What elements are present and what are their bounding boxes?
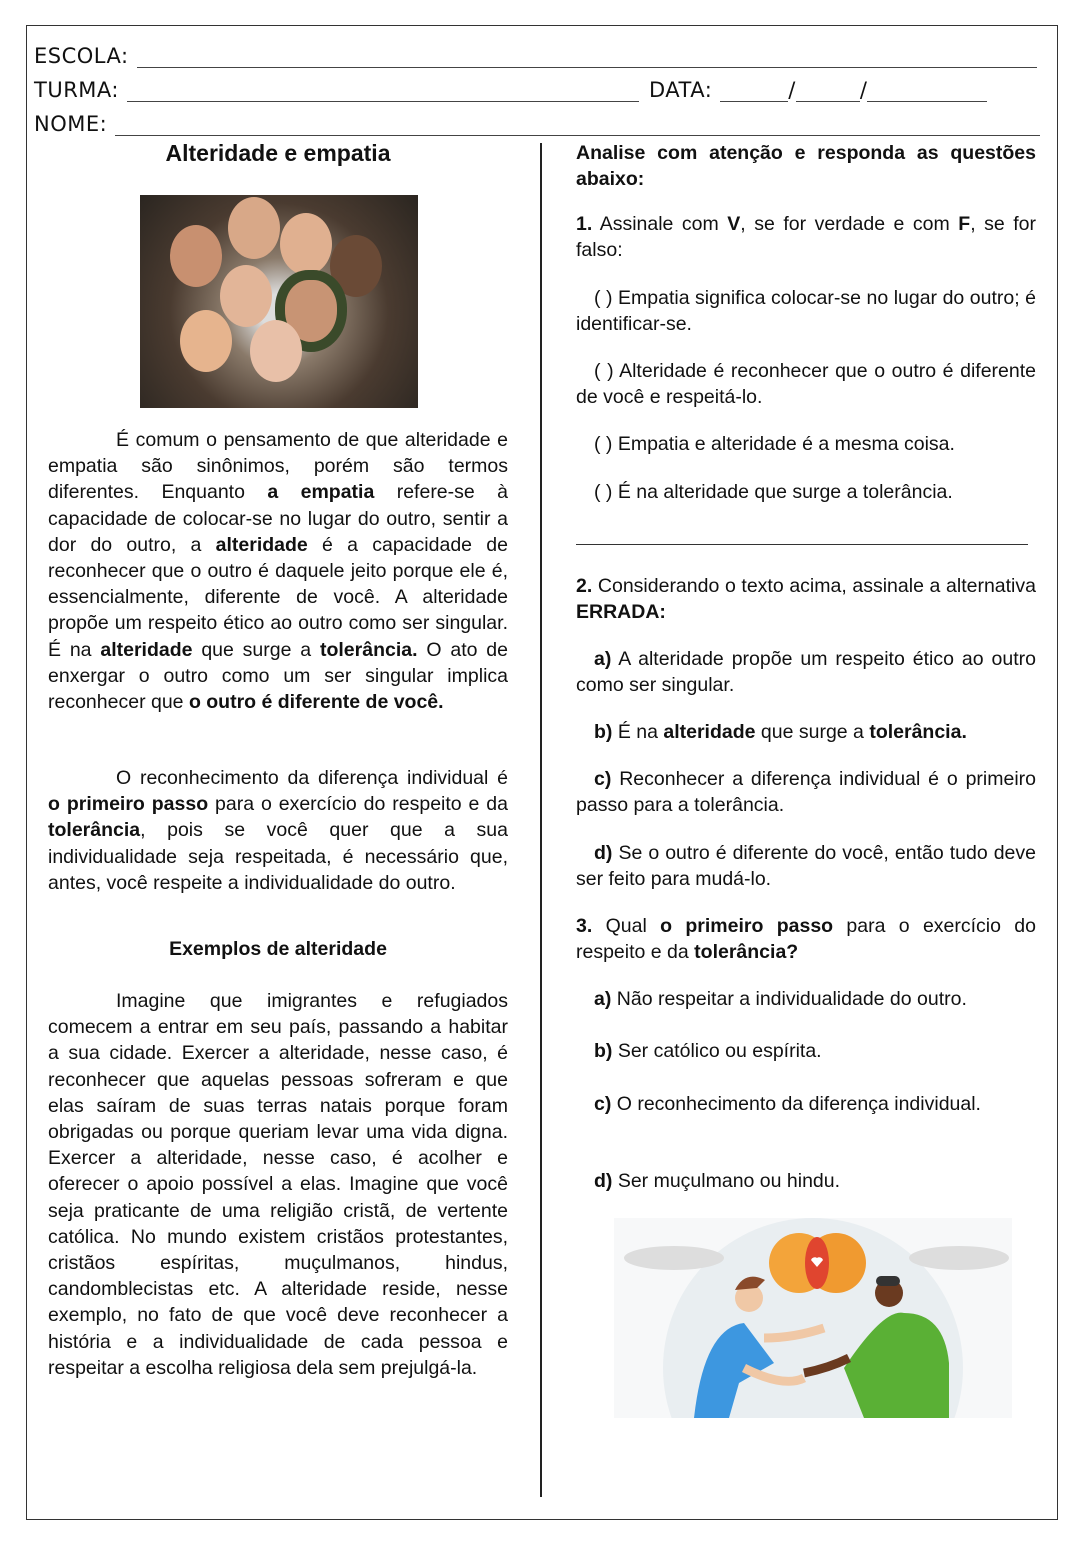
bold-text: 3. [576, 915, 593, 937]
q1-item-c[interactable] [576, 431, 1036, 457]
bold-text: tolerância. [869, 721, 967, 743]
bold-text: a) [594, 988, 612, 1010]
section-separator [576, 544, 1028, 545]
text-segment: para o exercício do respeito e da [576, 915, 1036, 964]
text-segment: ( ) É na alteridade que surge a tolerância. [594, 481, 953, 503]
column-divider [540, 143, 542, 1497]
bold-text: o primeiro passo [48, 793, 209, 816]
turma-field [34, 78, 987, 102]
question-3 [576, 913, 1036, 965]
q2-option-b[interactable] [576, 719, 1036, 745]
year-blank[interactable] [867, 83, 987, 102]
text-segment: Qual [592, 915, 661, 937]
text-segment: ( ) Alteridade é reconhecer que o outro é diferente de você e respeitá-lo. [576, 360, 1036, 409]
instructions [576, 140, 1036, 192]
q2-option-c[interactable] [576, 766, 1036, 818]
bold-text: 1. [576, 213, 593, 235]
escola-label: ESCOLA: [34, 44, 129, 68]
month-blank[interactable] [796, 83, 860, 102]
text-segment: , se for verdade e com [740, 213, 959, 235]
text-segment: para o exercício do respeito e da [208, 793, 509, 816]
turma-label: TURMA: [34, 78, 119, 102]
escola-field [34, 44, 1037, 68]
nome-field [34, 112, 1040, 136]
text-segment: É na [612, 721, 664, 743]
q2-option-d[interactable] [576, 840, 1036, 892]
nome-label: NOME: [34, 112, 108, 136]
q1-item-d[interactable] [576, 479, 1036, 505]
bold-text: c) [594, 768, 612, 790]
text-segment: ( ) Empatia significa colocar-se no lugar do outro; é identificar-se. [576, 287, 1036, 336]
bold-text: tolerância. [319, 638, 418, 661]
diverse-people-photo [140, 195, 418, 408]
bold-text: a empatia [267, 481, 375, 504]
date-separator: / [859, 78, 868, 102]
nome-blank[interactable] [115, 117, 1040, 136]
text-segment: Considerando o texto acima, assinale a alternativa [592, 575, 1036, 597]
article-title: Alteridade e empatia [165, 140, 391, 166]
bold-text: Analise com atenção e responda as questões abaixo: [576, 142, 1036, 191]
bold-text: tolerância [48, 819, 141, 842]
text-segment: O reconhecimento da diferença individual é [116, 767, 508, 789]
bold-text: o outro é diferente de você. [188, 691, 444, 714]
q3-option-b[interactable] [576, 1038, 1036, 1064]
paragraph-examples [48, 988, 508, 1381]
day-blank[interactable] [720, 83, 788, 102]
question-2 [576, 573, 1036, 625]
bold-text: d) [594, 842, 613, 864]
bold-text: alteridade [100, 638, 193, 661]
escola-blank[interactable] [137, 49, 1037, 68]
text-segment: A alteridade propõe um respeito ético ao outro como ser singular. [576, 648, 1036, 697]
question-1 [576, 211, 1036, 263]
text-segment: Ser católico ou espírita. [612, 1040, 822, 1062]
q1-item-b[interactable] [576, 358, 1036, 410]
section-subtitle: Exemplos de alteridade [169, 938, 387, 960]
data-label: DATA: [648, 78, 713, 102]
text-segment: que surge a [192, 638, 320, 661]
text-segment: Assinale com [592, 213, 728, 235]
text-segment: O reconhecimento da diferença individual. [611, 1093, 981, 1115]
q3-option-a[interactable] [576, 986, 1036, 1012]
text-segment: que surge a [755, 721, 870, 743]
text-segment: Não respeitar a individualidade do outro. [611, 988, 967, 1010]
bold-text: alteridade [663, 721, 756, 743]
paragraph-recognition [48, 765, 508, 896]
bold-text: tolerância? [694, 941, 799, 964]
bold-text: c) [594, 1093, 612, 1115]
bold-text: b) [594, 1040, 613, 1062]
text-segment: O ato de enxergar o outro como um ser singular implica reconhecer que [48, 638, 508, 714]
text-segment: refere-se à capacidade de colocar-se no lugar do outro, sentir a dor do outro, a [48, 481, 508, 556]
turma-blank[interactable] [127, 83, 639, 102]
bold-text: d) [594, 1170, 613, 1192]
paragraph-definition [48, 427, 508, 715]
bold-text: ERRADA: [576, 601, 666, 624]
text-segment: É comum o pensamento de que alteridade e empatia são sinônimos, porém são termos diferentes. Enquanto [48, 429, 508, 504]
text-segment: ( ) Empatia e alteridade é a mesma coisa. [594, 433, 955, 455]
q2-option-a[interactable] [576, 646, 1036, 698]
text-segment: Imagine que imigrantes e refugiados comecem a entrar em seu país, passando a habitar a sua cidade. Exercer a alteridade, nesse caso, é reconhecer que aquelas pessoas sofreram e que elas saíram de suas terras natais porque foram obrigadas ou porque queriam levar uma vida digna. Exercer a alteridade, nesse caso, é acolher e oferecer o apoio possível a elas. Imagine que você seja praticante de uma religião cristã, de vertente católica. No mundo existem cristãos protestantes, cristãos espíritas, muçulmanos, hindus, candomblecistas etc. A alteridade reside, nesse exemplo, no fato de que você deve reconhecer a história e a individualidade de cada pessoa e respeitar a escolha religiosa dela sem prejulgá-la. [48, 990, 508, 1379]
bold-text: 2. [576, 575, 593, 597]
q3-option-d[interactable] [576, 1168, 1036, 1194]
bold-text: b) [594, 721, 613, 743]
handshake-illustration [614, 1218, 1012, 1418]
bold-text: a) [594, 648, 612, 670]
text-segment: , se for falso: [576, 213, 1036, 262]
q3-option-c[interactable] [576, 1091, 1036, 1117]
q1-item-a[interactable] [576, 285, 1036, 337]
bold-text: o primeiro passo [660, 915, 834, 937]
bold-text: alteridade [215, 533, 308, 556]
text-segment: Ser muçulmano ou hindu. [612, 1170, 841, 1192]
text-segment: Reconhecer a diferença individual é o primeiro passo para a tolerância. [576, 768, 1036, 817]
date-separator: / [788, 78, 796, 102]
text-segment: é a capacidade de reconhecer que o outro é daquele jeito porque ele é, essencialmente, diferente de você. A alteridade propõe um respeito ético ao outro como ser singular. É na [48, 533, 508, 661]
text-segment: , pois se você quer que a sua individualidade seja respeitada, é necessário que, antes, você respeite a individualidade do outro. [48, 819, 508, 894]
bold-text: V [727, 213, 741, 235]
text-segment: Se o outro é diferente do você, então tudo deve ser feito para mudá-lo. [576, 842, 1036, 891]
bold-text: F [958, 213, 971, 235]
